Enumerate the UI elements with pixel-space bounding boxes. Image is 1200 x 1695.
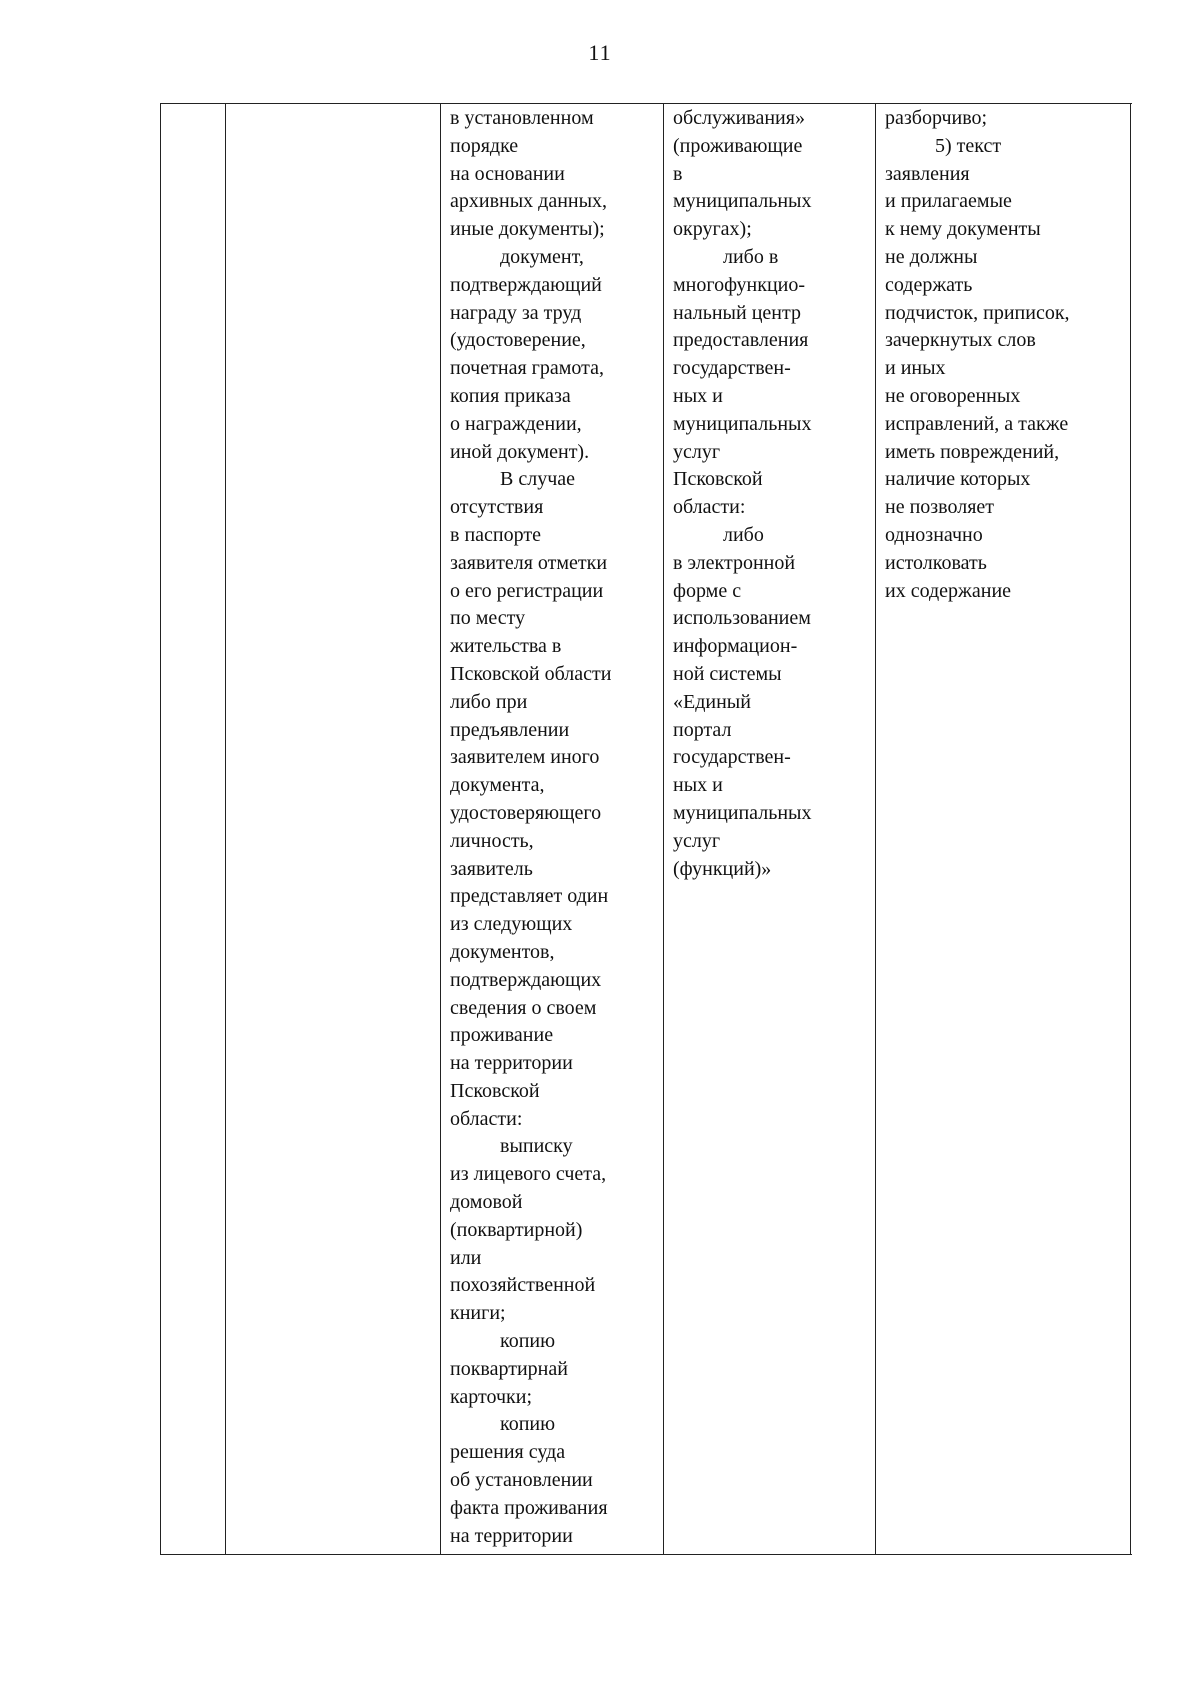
text-line: награду за труд bbox=[450, 301, 582, 324]
text-line: муниципальных bbox=[673, 190, 812, 213]
table-bottom-border bbox=[160, 1554, 1132, 1555]
text-line: о его регистрации bbox=[450, 579, 604, 602]
text-line: к нему документы bbox=[885, 218, 1041, 241]
text-line: в электронной bbox=[673, 551, 796, 574]
text-line: сведения о своем bbox=[450, 996, 597, 1019]
text-line: не должны bbox=[885, 245, 978, 268]
text-line: заявления bbox=[885, 162, 970, 185]
text-line: по месту bbox=[450, 607, 526, 630]
text-line: иметь повреждений, bbox=[885, 440, 1060, 463]
text-line: иной документ). bbox=[450, 440, 590, 463]
text-line: проживание bbox=[450, 1024, 554, 1047]
text-line: копию bbox=[500, 1413, 556, 1436]
column-requirements bbox=[885, 105, 1070, 605]
text-line: личность, bbox=[450, 829, 534, 852]
text-line: в паспорте bbox=[450, 523, 541, 546]
text-line: об установлении bbox=[450, 1469, 593, 1492]
text-line: из следующих bbox=[450, 913, 573, 936]
page-number: 11 bbox=[588, 40, 612, 65]
text-line: почетная грамота, bbox=[450, 357, 604, 380]
text-line: заявителя отметки bbox=[450, 551, 608, 574]
text-line: документов, bbox=[450, 940, 555, 963]
text-line: представляет один bbox=[450, 885, 609, 908]
text-line: разборчиво; bbox=[885, 107, 988, 129]
text-line: нальный центр bbox=[673, 301, 801, 324]
text-line: на территории bbox=[450, 1052, 573, 1075]
text-line: государствен- bbox=[673, 746, 791, 769]
text-line: похозяйственной bbox=[450, 1274, 596, 1297]
text-line: документа, bbox=[450, 774, 545, 797]
text-line: жительства в bbox=[450, 635, 562, 658]
text-line: предоставления bbox=[673, 329, 809, 352]
text-line: многофункцио- bbox=[673, 273, 806, 296]
text-line: (удостоверение, bbox=[450, 329, 586, 352]
text-line: информацион- bbox=[673, 635, 798, 658]
text-line: В случае bbox=[500, 468, 576, 491]
table-top-border bbox=[160, 103, 1132, 104]
text-line: из лицевого счета, bbox=[450, 1163, 607, 1186]
column-submission-method bbox=[673, 105, 811, 883]
text-line: наличие которых bbox=[885, 468, 1031, 491]
text-line: содержать bbox=[885, 273, 973, 296]
text-line: подчисток, приписок, bbox=[885, 301, 1070, 324]
text-line: форме с bbox=[673, 579, 742, 602]
text-line: подтверждающих bbox=[450, 968, 602, 991]
column-divider-1 bbox=[225, 103, 226, 1555]
column-divider-4 bbox=[875, 103, 876, 1555]
text-line: (поквартирной) bbox=[450, 1218, 583, 1241]
text-line: ных и bbox=[673, 774, 723, 797]
text-line: Псковской bbox=[450, 1079, 540, 1102]
text-line: факта проживания bbox=[450, 1496, 608, 1519]
text-line: заявитель bbox=[450, 857, 533, 880]
text-line: использованием bbox=[673, 607, 811, 630]
text-line: «Единый bbox=[673, 690, 751, 713]
text-line: ных и bbox=[673, 384, 723, 407]
text-line: и прилагаемые bbox=[885, 190, 1012, 213]
text-line: (проживающие bbox=[673, 134, 803, 157]
text-line: в установленном bbox=[450, 107, 594, 129]
text-line: Псковской области bbox=[450, 662, 612, 685]
table-right-border bbox=[1130, 103, 1131, 1555]
text-line: не оговоренных bbox=[885, 384, 1021, 407]
text-line: поквартирнай bbox=[450, 1357, 568, 1380]
text-line: и иных bbox=[885, 357, 946, 380]
text-line: обслуживания» bbox=[673, 107, 805, 129]
text-line: их содержание bbox=[885, 579, 1012, 602]
text-line: не позволяет bbox=[885, 496, 995, 519]
text-line: подтверждающий bbox=[450, 273, 602, 296]
text-line: услуг bbox=[673, 440, 721, 463]
text-line: ной системы bbox=[673, 662, 782, 685]
column-divider-3 bbox=[663, 103, 664, 1555]
text-line: выписку bbox=[500, 1135, 573, 1158]
text-line: муниципальных bbox=[673, 801, 812, 824]
text-line: иные документы); bbox=[450, 218, 605, 241]
text-line: муниципальных bbox=[673, 412, 812, 435]
text-line: на основании bbox=[450, 162, 565, 185]
text-line: копия приказа bbox=[450, 384, 571, 407]
text-line: либо bbox=[723, 523, 764, 546]
text-line: домовой bbox=[450, 1191, 523, 1214]
text-line: либо при bbox=[450, 690, 528, 713]
text-line: отсутствия bbox=[450, 496, 544, 519]
text-line: зачеркнутых слов bbox=[885, 329, 1036, 352]
column-documents-list bbox=[450, 105, 611, 1550]
text-line: области: bbox=[673, 496, 746, 519]
text-line: области: bbox=[450, 1107, 523, 1130]
text-line: в bbox=[673, 162, 683, 185]
text-line: Псковской bbox=[673, 468, 763, 491]
text-line: или bbox=[450, 1246, 482, 1269]
text-line: государствен- bbox=[673, 357, 791, 380]
column-divider-2 bbox=[440, 103, 441, 1555]
text-line: решения суда bbox=[450, 1441, 566, 1464]
text-line: удостоверяющего bbox=[450, 801, 602, 824]
text-line: портал bbox=[673, 718, 732, 741]
text-line: архивных данных, bbox=[450, 190, 608, 213]
text-line: (функций)» bbox=[673, 857, 772, 880]
text-line: о награждении, bbox=[450, 412, 582, 435]
text-line: предъявлении bbox=[450, 718, 570, 741]
text-line: порядке bbox=[450, 134, 519, 157]
document-table bbox=[160, 103, 1132, 1555]
text-line: услуг bbox=[673, 829, 721, 852]
text-line: документ, bbox=[500, 245, 584, 268]
text-line: округах); bbox=[673, 218, 752, 241]
text-line: 5) текст bbox=[935, 134, 1002, 157]
text-line: исправлений, а также bbox=[885, 412, 1069, 435]
text-line: заявителем иного bbox=[450, 746, 600, 769]
text-line: истолковать bbox=[885, 551, 987, 574]
text-line: на территории bbox=[450, 1524, 573, 1547]
text-line: однозначно bbox=[885, 523, 983, 546]
table-left-border bbox=[160, 103, 161, 1555]
text-line: карточки; bbox=[450, 1385, 533, 1408]
text-line: книги; bbox=[450, 1302, 506, 1325]
text-line: либо в bbox=[723, 245, 779, 268]
text-line: копию bbox=[500, 1330, 556, 1353]
